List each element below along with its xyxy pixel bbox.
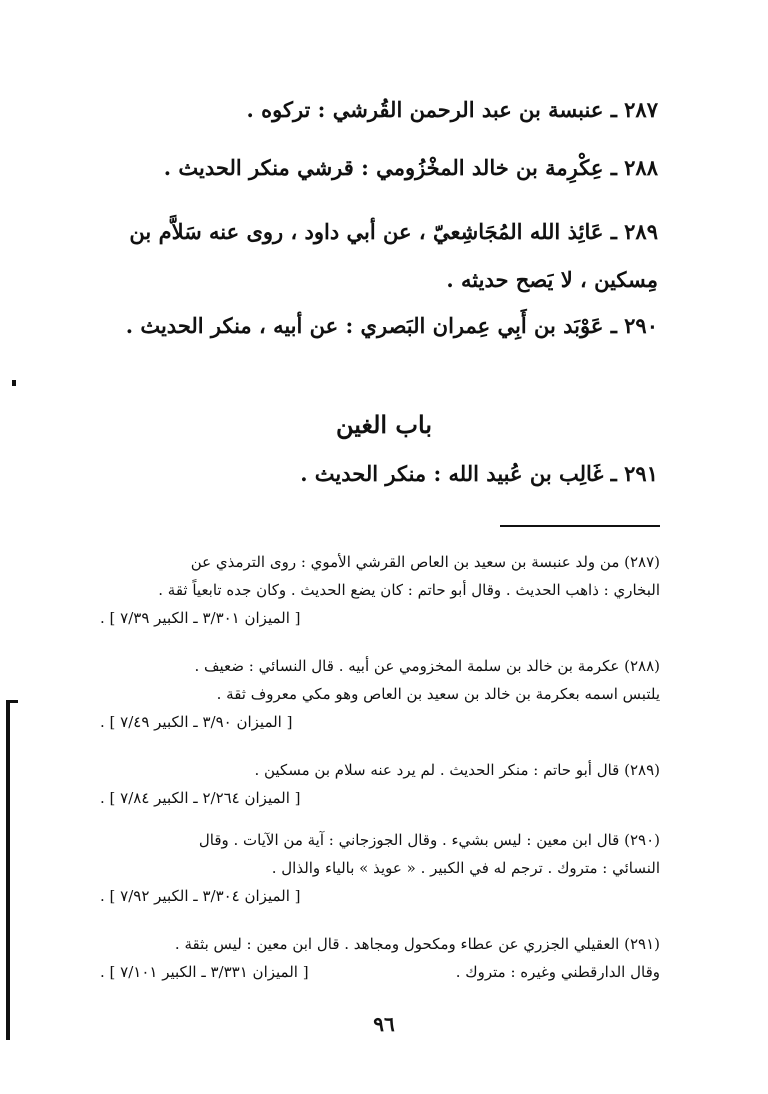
footnote-291 (100, 930, 660, 986)
footnote-reference: [ الميزان ٣/٩٠ ـ الكبير ٧/٤٩ ] . (100, 713, 293, 731)
scan-margin-mark (12, 380, 16, 386)
entry-290: ٢٩٠ ـ عَوْبَد بن أَبِي عِمران البَصري : عن أبيه ، منكر الحديث . (125, 313, 658, 338)
footnote-line: (٢٩٠) قال ابن معين : ليس بشيء . وقال الجوزجاني : آية من الآيات . وقال (198, 831, 660, 849)
section-heading: باب الغين (335, 410, 432, 439)
footnote-290 (100, 826, 660, 910)
footnote-289 (100, 756, 660, 812)
footnote-line: يلتبس اسمه بعكرمة بن خالد بن سعيد بن العاص وهو مكي معروف ثقة . (216, 685, 660, 703)
entry-287: ٢٨٧ ـ عنبسة بن عبد الرحمن القُرشي : تركوه . (246, 97, 658, 122)
page-number: ٩٦ (373, 1012, 395, 1036)
entry-288: ٢٨٨ ـ عِكْرِمة بن خالد المخْزُومي : قرشي منكر الحديث . (163, 155, 658, 180)
footnote-reference: [ الميزان ٣/٣٠٤ ـ الكبير ٧/٩٢ ] . (100, 887, 301, 905)
footnote-line: (٢٨٩) قال أبو حاتم : منكر الحديث . لم يرد عنه سلام بن مسكين . (254, 761, 660, 779)
footnote-288 (100, 652, 660, 736)
footnote-reference: [ الميزان ٣/٣٣١ ـ الكبير ٧/١٠١ ] . (100, 963, 309, 981)
scan-margin-tick (6, 700, 18, 703)
footnote-line: البخاري : ذاهب الحديث . وقال أبو حاتم : كان يضع الحديث . وكان جده تابعياً ثقة . (158, 581, 660, 599)
footnote-line: (٢٨٧) من ولد عنبسة بن سعيد بن العاص القرشي الأموي : روى الترمذي عن (190, 553, 660, 571)
footnote-reference: [ الميزان ٢/٢٦٤ ـ الكبير ٧/٨٤ ] . (100, 789, 301, 807)
footnote-line: النسائي : متروك . ترجم له في الكبير . « عويذ » بالياء والذال . (271, 859, 660, 877)
footnote-line: وقال الدارقطني وغيره : متروك . (455, 963, 660, 981)
entry-289: ٢٨٩ ـ عَائِذ الله المُجَاشِعيّ ، عن أبي داود ، روى عنه سَلاَّم بن مِسكين ، لا يَصح حديثه . (129, 219, 658, 292)
footnote-reference: [ الميزان ٣/٣٠١ ـ الكبير ٧/٣٩ ] . (100, 609, 301, 627)
entry-291: ٢٩١ ـ غَالِب بن عُبيد الله : منكر الحديث . (300, 461, 658, 486)
scan-margin-edge (6, 700, 10, 1040)
footnote-line: (٢٩١) العقيلي الجزري عن عطاء ومكحول ومجاهد . قال ابن معين : ليس بثقة . (174, 935, 660, 953)
footnote-separator (500, 525, 660, 527)
footnote-287 (100, 548, 660, 632)
footnote-line: (٢٨٨) عكرمة بن خالد بن سلمة المخزومي عن أبيه . قال النسائي : ضعيف . (194, 657, 660, 675)
